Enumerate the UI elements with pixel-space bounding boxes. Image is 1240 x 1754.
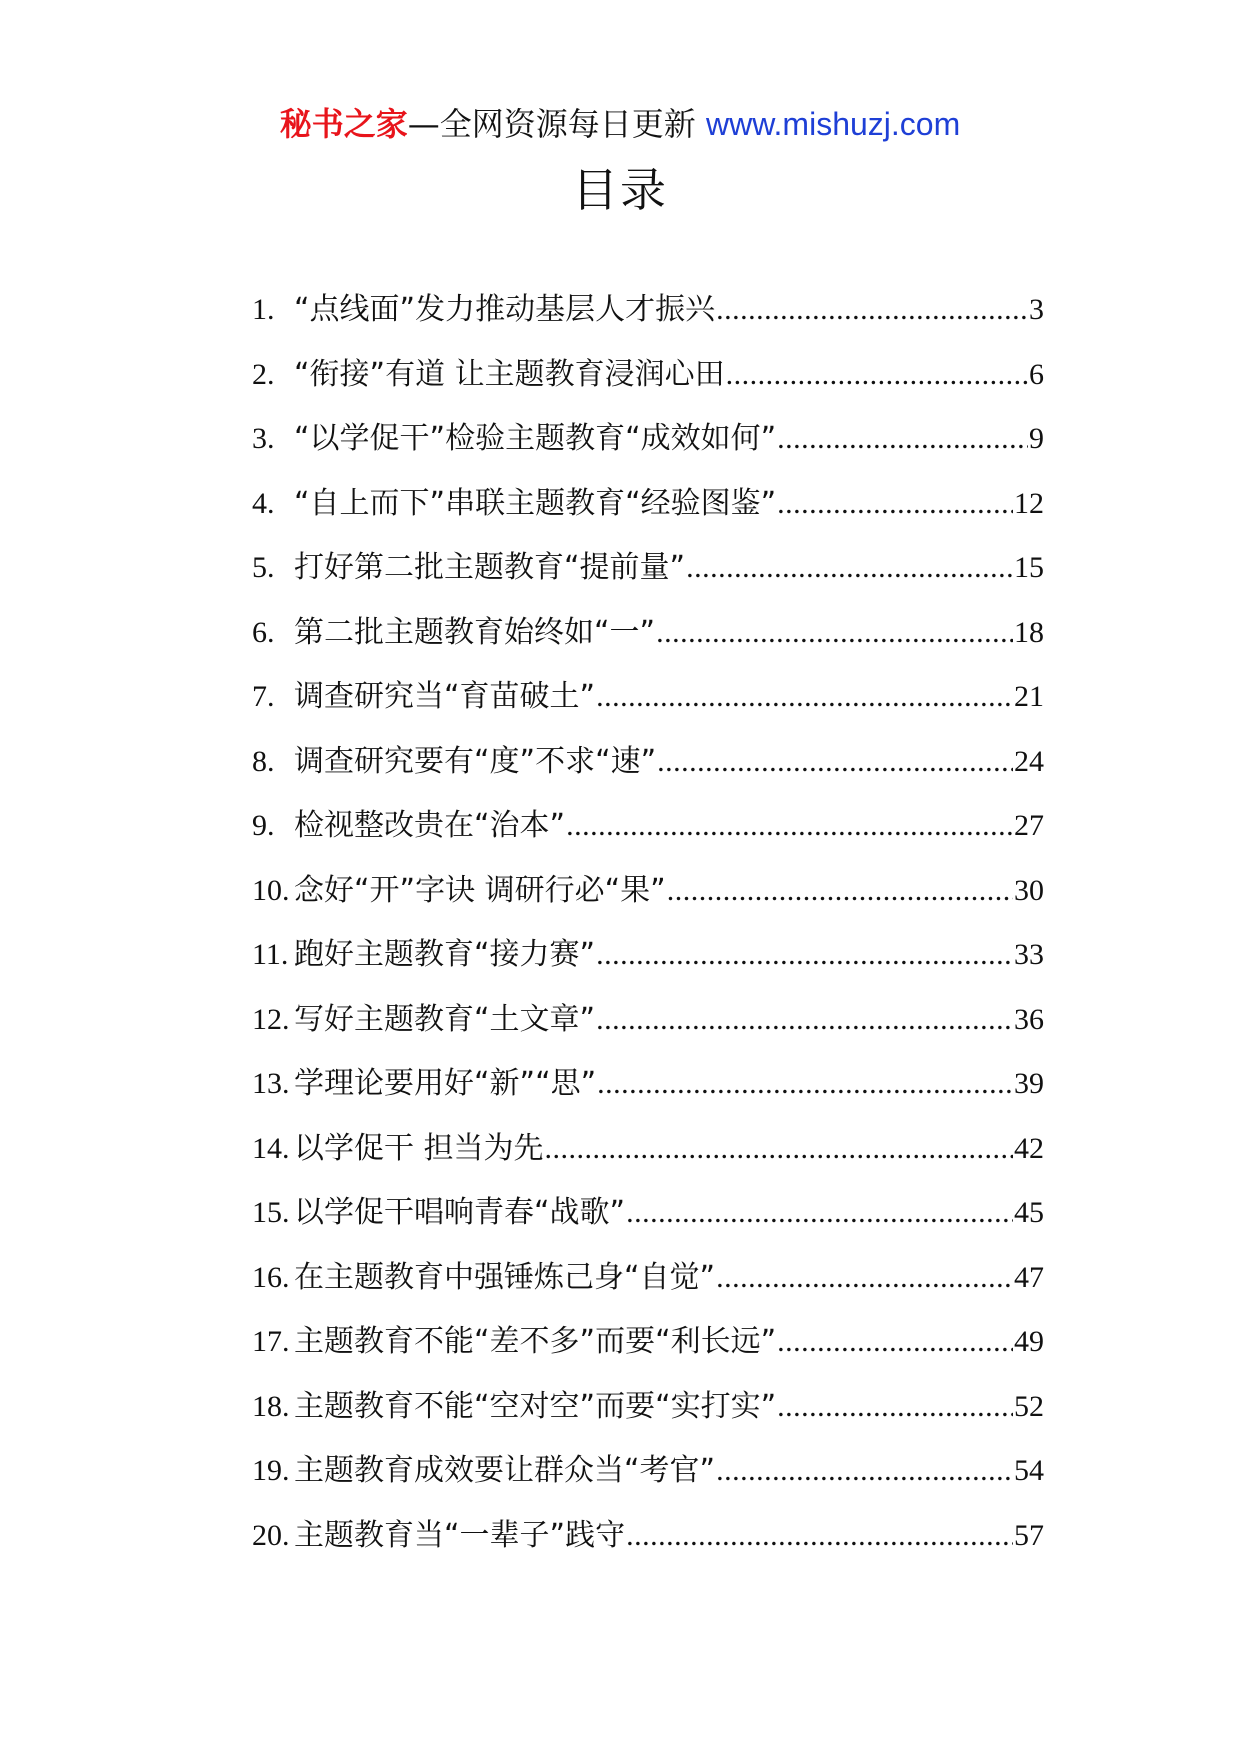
toc-entry[interactable] [252,806,1044,871]
toc-entry[interactable] [252,290,1044,355]
toc-entry-title: 学理论要用好“新”“思” [294,1066,597,1101]
site-url-link[interactable]: www.mishuzj.com [705,106,961,142]
toc-dot-leader [657,742,1013,782]
toc-entry-page: 49 [1014,1325,1044,1358]
toc-entry-number: 19. [252,1454,290,1487]
toc-entry-number: 13. [252,1067,290,1100]
toc-entry-number: 17. [252,1325,290,1358]
toc-entry-number: 7. [252,680,275,713]
toc-entry-page: 3 [1029,293,1044,326]
toc-dot-leader [656,613,1013,653]
toc-entry-number: 14. [252,1131,290,1165]
toc-entry-title: “自上而下”串联主题教育“经验图鉴” [294,485,777,521]
toc-entry-title: 以学促干 担当为先 [294,1130,544,1166]
table-of-contents [252,290,1044,1580]
toc-dot-leader [596,935,1013,975]
toc-dot-leader [777,419,1028,459]
toc-dot-leader [716,290,1028,330]
toc-entry-number: 20. [252,1518,290,1552]
toc-dot-leader [597,1064,1013,1104]
toc-entry-page: 30 [1014,873,1044,907]
toc-dot-leader [596,677,1013,717]
toc-entry[interactable] [252,1193,1044,1258]
toc-entry-number: 9. [252,809,275,842]
toc-entry[interactable] [252,871,1044,936]
toc-entry[interactable] [252,1451,1044,1516]
toc-entry-title: 调查研究当“育苗破土” [294,679,596,714]
toc-entry-page: 45 [1014,1196,1044,1229]
site-name: 秘书之家 [279,105,408,143]
toc-entry-number: 2. [252,357,275,391]
toc-dot-leader [716,1451,1013,1491]
toc-entry-page: 47 [1014,1260,1044,1294]
toc-entry[interactable] [252,1516,1044,1581]
toc-entry-title: “点线面”发力推动基层人才振兴 [294,292,716,327]
toc-dot-leader [686,548,1013,588]
toc-dot-leader [596,1000,1013,1040]
toc-entry[interactable] [252,613,1044,678]
toc-dot-leader [726,355,1028,395]
toc-dot-leader [626,1193,1013,1233]
toc-dot-leader [626,1516,1013,1556]
toc-entry-title: 主题教育不能“空对空”而要“实打实” [294,1388,777,1424]
toc-entry-number: 1. [252,293,275,326]
toc-dot-leader [777,484,1013,524]
toc-entry-page: 33 [1014,938,1044,971]
toc-entry-title: 主题教育当“一辈子”践守 [294,1517,626,1553]
toc-entry-page: 21 [1014,680,1044,713]
toc-entry-number: 18. [252,1389,290,1423]
toc-dot-leader [545,1129,1013,1169]
toc-entry-page: 9 [1029,422,1044,455]
toc-entry-title: 主题教育成效要让群众当“考官” [294,1453,716,1488]
toc-entry-title: 念好“开”字诀 调研行必“果” [294,872,666,908]
toc-entry-page: 6 [1029,357,1044,391]
toc-entry-page: 18 [1014,615,1044,649]
toc-entry-number: 16. [252,1260,290,1294]
toc-dot-leader [667,871,1013,911]
toc-entry-page: 57 [1014,1518,1044,1552]
toc-entry-page: 39 [1014,1067,1044,1100]
toc-entry[interactable] [252,742,1044,807]
toc-entry-number: 12. [252,1002,290,1036]
toc-entry[interactable] [252,1129,1044,1194]
toc-entry-number: 10. [252,873,290,907]
toc-entry-page: 27 [1014,809,1044,842]
toc-entry-title: 以学促干唱响青春“战歌” [294,1195,626,1230]
toc-dot-leader [777,1322,1013,1362]
toc-entry-page: 42 [1014,1131,1044,1165]
toc-entry-page: 36 [1014,1002,1044,1036]
toc-entry-page: 12 [1014,486,1044,520]
site-header [0,100,1240,148]
toc-entry-number: 4. [252,486,275,520]
site-tagline: —全网资源每日更新 [407,105,696,143]
toc-entry-title: 跑好主题教育“接力赛” [294,937,596,972]
toc-entry[interactable] [252,1387,1044,1452]
toc-entry-page: 15 [1014,551,1044,584]
toc-entry-number: 15. [252,1196,290,1229]
toc-entry[interactable] [252,484,1044,549]
toc-entry-title: 调查研究要有“度”不求“速” [294,743,657,779]
toc-entry-title: 在主题教育中强锤炼己身“自觉” [294,1259,716,1295]
toc-entry[interactable] [252,1000,1044,1065]
toc-entry-title: 检视整改贵在“治本” [294,808,566,843]
toc-entry-number: 11. [252,938,289,971]
toc-entry[interactable] [252,1322,1044,1387]
toc-entry-title: “以学促干”检验主题教育“成效如何” [294,421,777,456]
toc-entry-page: 54 [1014,1454,1044,1487]
toc-entry-title: 打好第二批主题教育“提前量” [294,550,686,585]
toc-entry[interactable] [252,1258,1044,1323]
toc-entry-number: 5. [252,551,275,584]
toc-entry[interactable] [252,1064,1044,1129]
toc-entry-number: 3. [252,422,275,455]
toc-entry[interactable] [252,935,1044,1000]
toc-dot-leader [566,806,1013,846]
toc-entry-title: 写好主题教育“土文章” [294,1001,596,1037]
toc-entry-number: 8. [252,744,275,778]
toc-entry-title: “衔接”有道 让主题教育浸润心田 [294,356,725,392]
page-title: 目录 [572,163,668,217]
toc-entry-title: 主题教育不能“差不多”而要“利长远” [294,1324,777,1359]
toc-dot-leader [716,1258,1013,1298]
toc-entry[interactable] [252,677,1044,742]
toc-entry[interactable] [252,419,1044,484]
toc-entry-number: 6. [252,615,275,649]
toc-entry[interactable] [252,355,1044,420]
toc-entry-page: 24 [1014,744,1044,778]
toc-entry-page: 52 [1014,1389,1044,1423]
toc-entry[interactable] [252,548,1044,613]
toc-dot-leader [777,1387,1013,1427]
toc-entry-title: 第二批主题教育始终如“一” [294,614,656,650]
